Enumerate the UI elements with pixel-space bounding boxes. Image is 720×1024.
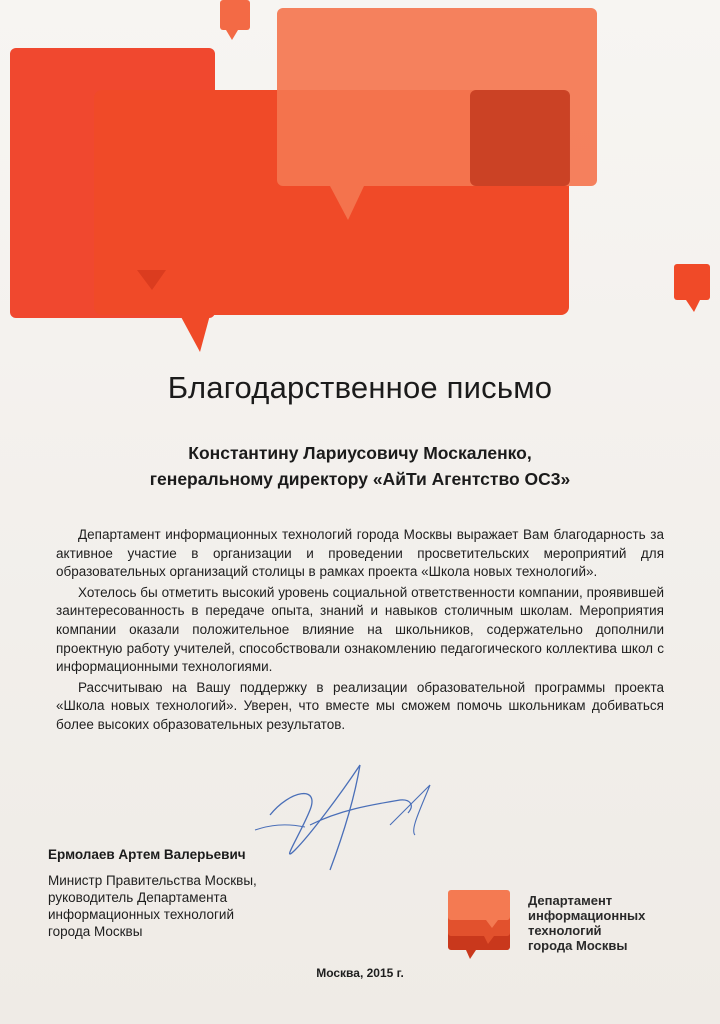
department-name-line: технологий (528, 923, 602, 938)
signer-title-line: города Москвы (48, 924, 143, 939)
signer-title-line: информационных технологий (48, 907, 235, 922)
signer-name: Ермолаев Артем Валерьевич (48, 847, 246, 862)
speech-bubbles-decoration (0, 0, 720, 360)
signer-title-line: руководитель Департамента (48, 890, 228, 905)
paragraph: Департамент информационных технологий города Москвы выражает Вам благодарность за активное участие в организации и проведении просветительских мероприятий для образовательных организаций столицы в рамках проекта «Школа новых технологий». (56, 527, 664, 580)
paragraph: Хотелось бы отметить высокий уровень социальной ответственности компании, проявившей заинтересованность в передаче опыта, знаний и навыков столичным школам. Мероприятия компании оказали положительное влияние на школьников, содержательно дополнили проектную работу учителей, способствовали ознакомлению педагогического коллектива школ с информационными технологиями. (56, 584, 664, 675)
department-name (528, 893, 698, 953)
letter-title: Благодарственное письмо (167, 370, 553, 405)
department-name-line: Департамент (528, 893, 613, 908)
signer-title (48, 872, 288, 940)
place-and-date: Москва, 2015 г. (316, 966, 404, 980)
bubble-right-edge (674, 264, 710, 312)
bubble-top-small (220, 0, 250, 40)
department-name-line: города Москвы (528, 938, 628, 953)
recipient-position: генеральному директору «АйТи Агентство ОС3» (149, 469, 571, 489)
letter-body (56, 526, 664, 737)
signer-title-line: Министр Правительства Москвы, (48, 873, 257, 888)
department-name-line: информационных (528, 908, 646, 923)
paragraph: Рассчитываю на Вашу поддержку в реализации образовательной программы проекта «Школа новых технологий». Уверен, что вместе мы сможем помочь школьникам добиваться более высоких образовательных результатов. (56, 679, 664, 732)
signature-graphic (250, 755, 450, 875)
bubble-dark-overlap (470, 90, 570, 186)
recipient-name: Константину Лариусовичу Москаленко, (188, 443, 532, 463)
recipient-block (0, 440, 720, 492)
department-logo-icon (446, 888, 516, 960)
